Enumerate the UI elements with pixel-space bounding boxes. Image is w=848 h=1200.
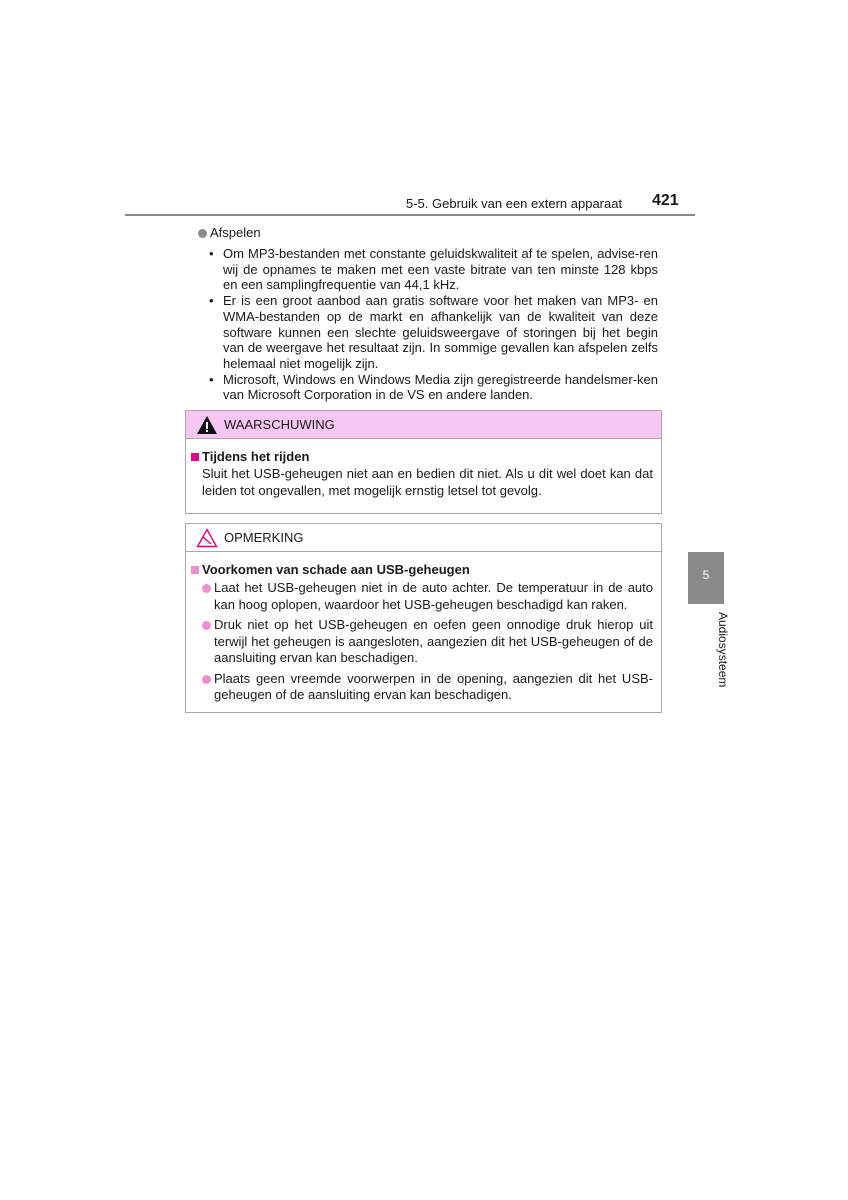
pink-square-icon bbox=[191, 566, 199, 574]
warning-subheading-label: Tijdens het rijden bbox=[202, 449, 310, 464]
note-item-list bbox=[186, 580, 653, 704]
list-item-text: Druk niet op het USB-geheugen en oefen geen onnodige druk hierop uit terwijl het geheugen is aangesloten, aangezien dit het USB-geheugen of de aansluiting ervan kan beschadigen. bbox=[214, 617, 653, 665]
list-item bbox=[186, 671, 653, 704]
note-title: OPMERKING bbox=[224, 530, 304, 545]
pink-bullet-icon bbox=[202, 675, 211, 684]
magenta-square-icon bbox=[191, 453, 199, 461]
list-item-text: Er is een groot aanbod aan gratis software voor het maken van MP3- en WMA-bestanden op de markt en afhankelijk van de kwaliteit van deze software kunnen een slechte geluidsweergave of storingen bij het begin van de weergave het resultaat zijn. In sommige gevallen kan afspelen zelfs helemaal niet mogelijk zijn. bbox=[223, 293, 658, 371]
chapter-number: 5 bbox=[702, 568, 710, 582]
section-title: 5-5. Gebruik van een extern apparaat bbox=[406, 196, 623, 211]
list-item-text: Om MP3-bestanden met constante geluidskwaliteit af te spelen, advise-ren wij de opnames te maken met een vaste bitrate van ten minste 128 kbps en een samplingfrequentie van 44,1 kHz. bbox=[223, 246, 658, 293]
warning-subheading bbox=[191, 449, 661, 464]
chapter-tab bbox=[688, 552, 724, 604]
section-heading-label: Afspelen bbox=[210, 225, 261, 240]
list-item bbox=[207, 246, 658, 293]
list-item bbox=[207, 293, 658, 372]
note-header bbox=[186, 524, 661, 552]
gray-bullet-icon bbox=[198, 229, 207, 238]
list-item-text: Laat het USB-geheugen niet in de auto achter. De temperatuur in de auto kan hoog oplopen, waardoor het USB-geheugen beschadigd kan raken. bbox=[214, 580, 653, 612]
bullet-icon: • bbox=[209, 246, 214, 261]
list-item-text: Microsoft, Windows en Windows Media zijn geregistreerde handelsmer-ken van Microsoft Corporation in de VS en andere landen. bbox=[223, 371, 658, 403]
pink-bullet-icon bbox=[202, 621, 211, 630]
header-divider bbox=[125, 214, 695, 216]
list-item bbox=[186, 617, 653, 667]
list-item bbox=[207, 372, 658, 403]
bullet-icon: • bbox=[209, 293, 214, 309]
list-item bbox=[186, 580, 653, 613]
warning-text: Sluit het USB-geheugen niet aan en bedien dit niet. Als u dit wel doet kan dat leiden tot ongevallen, met mogelijk ernstig letsel tot gevolg. bbox=[202, 466, 653, 498]
warning-header bbox=[186, 411, 661, 439]
caution-triangle-icon bbox=[196, 528, 218, 548]
bullet-icon: • bbox=[209, 371, 214, 387]
info-bullet-list bbox=[207, 246, 658, 403]
chapter-label: Audiosysteem bbox=[716, 612, 730, 688]
warning-triangle-icon bbox=[196, 415, 218, 435]
note-box bbox=[185, 523, 662, 713]
warning-title: WAARSCHUWING bbox=[224, 417, 335, 432]
note-subheading bbox=[191, 562, 661, 577]
list-item-text: Plaats geen vreemde voorwerpen in de opening, aangezien dit het USB-geheugen of de aansluiting ervan kan beschadigen. bbox=[214, 670, 653, 702]
warning-box bbox=[185, 410, 662, 514]
note-subheading-label: Voorkomen van schade aan USB-geheugen bbox=[202, 562, 470, 577]
page-number: 421 bbox=[652, 192, 679, 209]
pink-bullet-icon bbox=[202, 584, 211, 593]
section-heading bbox=[198, 225, 261, 241]
